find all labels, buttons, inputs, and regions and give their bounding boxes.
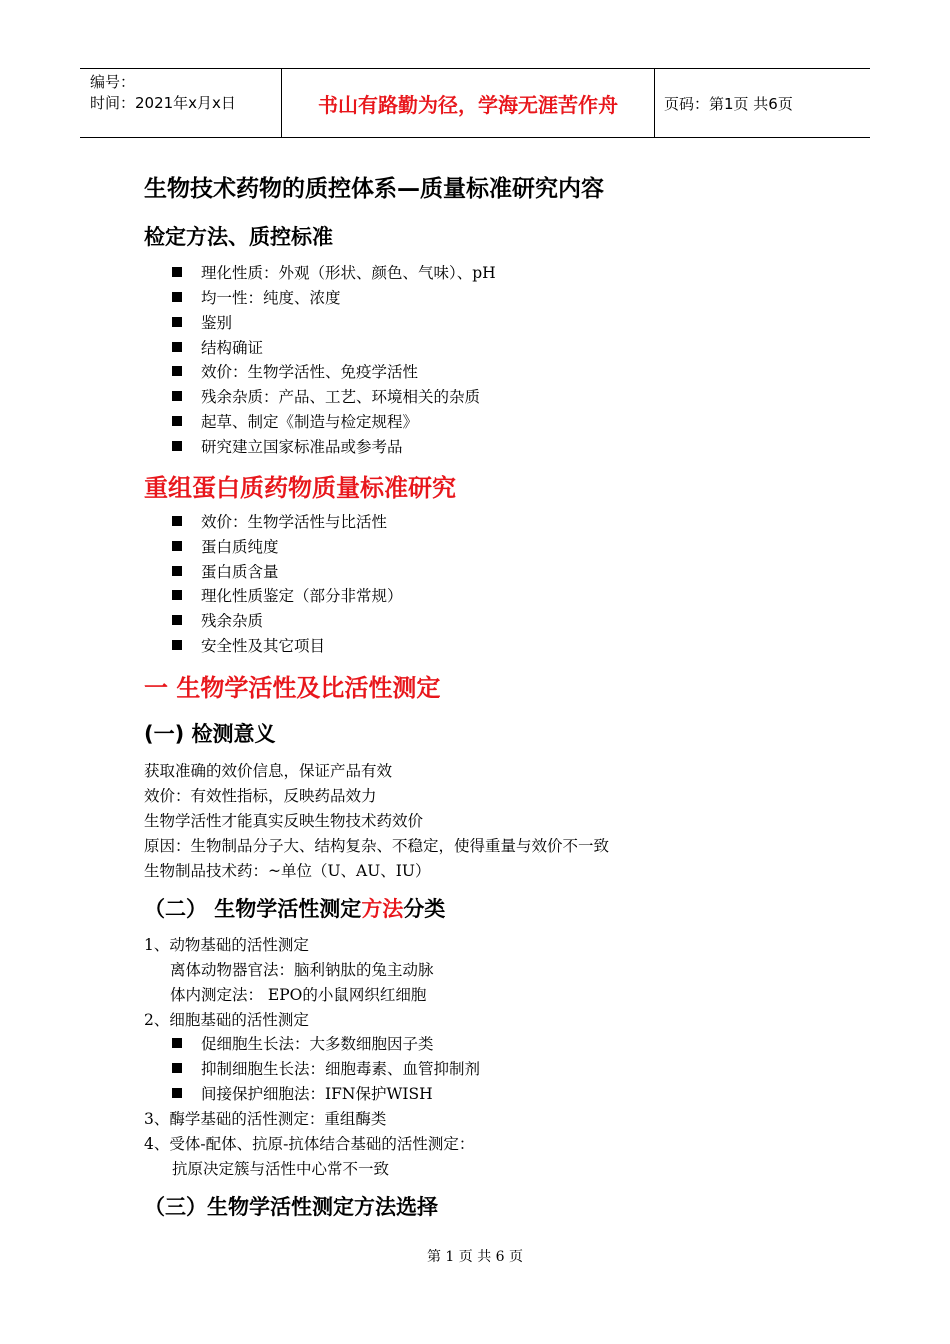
section3-heading: 一 生物学活性及比活性测定	[144, 674, 441, 702]
bullet-square-icon	[172, 441, 182, 451]
bullet-square-icon	[172, 590, 182, 600]
paragraph-line: 1、动物基础的活性测定	[144, 936, 309, 954]
list-item: 理化性质鉴定（部分非常规）	[172, 584, 403, 606]
list-item: 效价：生物学活性与比活性	[172, 510, 387, 532]
paragraph-line: 获取准确的效价信息，保证产品有效	[144, 762, 393, 780]
list-item: 理化性质：外观（形状、颜色、气味）、pH	[172, 261, 496, 283]
bullet-square-icon	[172, 317, 182, 327]
bullet-square-icon	[172, 1088, 182, 1098]
time-label: 时间：2021年x月x日	[90, 94, 236, 112]
paragraph-line: 生物制品技术药：~单位（U、AU、IU）	[144, 862, 431, 880]
paragraph-line: 效价：有效性指标，反映药品效力	[144, 787, 377, 805]
bullet-square-icon	[172, 292, 182, 302]
list-item: 蛋白质纯度	[172, 535, 279, 557]
list-item: 均一性：纯度、浓度	[172, 286, 341, 308]
paragraph-line: 4、受体-配体、抗原-抗体结合基础的活性测定：	[144, 1135, 475, 1153]
paragraph-line: 生物学活性才能真实反映生物技术药效价	[144, 812, 424, 830]
bullet-square-icon	[172, 416, 182, 426]
number-label: 编号：	[90, 73, 136, 91]
list-item: 效价：生物学活性、免疫学活性	[172, 360, 418, 382]
bullet-square-icon	[172, 1063, 182, 1073]
subsection1-heading: (一) 检测意义	[144, 722, 276, 746]
bullet-square-icon	[172, 1038, 182, 1048]
paragraph-line: 体内测定法： EPO的小鼠网织红细胞	[170, 986, 427, 1004]
section2-heading: 重组蛋白质药物质量标准研究	[144, 474, 456, 502]
bullet-square-icon	[172, 366, 182, 376]
paragraph-line: 离体动物器官法：脑利钠肽的兔主动脉	[170, 961, 434, 979]
header-meta	[80, 69, 282, 137]
paragraph-line: 原因：生物制品分子大、结构复杂、不稳定，使得重量与效价不一致	[144, 837, 610, 855]
subsection2-heading: （二） 生物学活性测定方法分类	[144, 897, 446, 921]
header-table	[80, 68, 870, 138]
subsection3-heading: （三）生物学活性测定方法选择	[144, 1195, 438, 1219]
header-motto: 书山有路勤为径，学海无涯苦作舟	[282, 69, 655, 137]
bullet-square-icon	[172, 615, 182, 625]
page-footer: 第 1 页 共 6 页	[426, 1249, 524, 1265]
list-item: 促细胞生长法：大多数细胞因子类	[172, 1032, 434, 1054]
list-item: 结构确证	[172, 336, 263, 358]
bullet-square-icon	[172, 640, 182, 650]
bullet-square-icon	[172, 342, 182, 352]
bullet-square-icon	[172, 267, 182, 277]
list-item: 蛋白质含量	[172, 560, 279, 582]
header-page-info: 页码：第1页 共6页	[664, 94, 793, 113]
bullet-square-icon	[172, 541, 182, 551]
section1-heading: 检定方法、质控标准	[144, 225, 333, 249]
list-item: 抑制细胞生长法：细胞毒素、血管抑制剂	[172, 1057, 480, 1079]
bullet-square-icon	[172, 391, 182, 401]
document-title: 生物技术药物的质控体系—质量标准研究内容	[144, 176, 604, 202]
list-item: 研究建立国家标准品或参考品	[172, 435, 403, 457]
paragraph-line: 抗原决定簇与活性中心常不一致	[172, 1160, 390, 1178]
list-item: 起草、制定《制造与检定规程》	[172, 410, 418, 432]
bullet-square-icon	[172, 566, 182, 576]
list-item: 鉴别	[172, 311, 232, 333]
paragraph-line: 3、酶学基础的活性测定：重组酶类	[144, 1110, 387, 1128]
list-item: 残余杂质：产品、工艺、环境相关的杂质	[172, 385, 480, 407]
paragraph-line: 2、细胞基础的活性测定	[144, 1011, 309, 1029]
list-item: 间接保护细胞法：IFN保护WISH	[172, 1082, 433, 1104]
bullet-square-icon	[172, 516, 182, 526]
list-item: 安全性及其它项目	[172, 634, 325, 656]
list-item: 残余杂质	[172, 609, 263, 631]
